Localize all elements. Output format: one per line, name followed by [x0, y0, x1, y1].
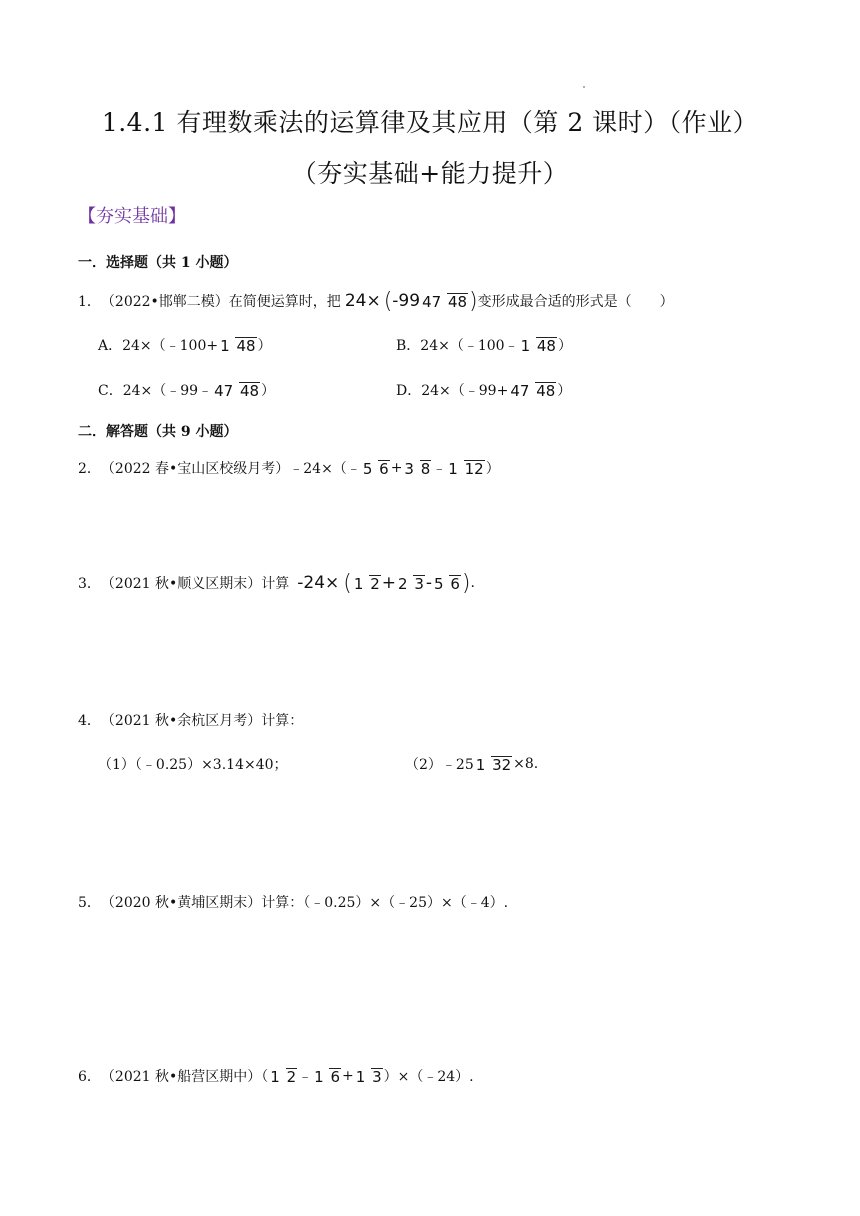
question-source: （2022 春•宝山区校级月考）﹣24×（﹣ [100, 461, 361, 477]
section-label: 【夯实基础】 [78, 206, 186, 227]
fraction [475, 756, 512, 773]
fraction-numerator: 2 [398, 574, 408, 593]
question-source: （2021 秋•余杭区月考）计算： [100, 713, 304, 729]
sub-question-text: ×8. [513, 756, 539, 772]
close-paren: ) [461, 570, 471, 596]
fraction-numerator: 47 [422, 292, 442, 311]
fraction-denominator: 48 [236, 336, 256, 355]
operator: - [425, 573, 433, 593]
fraction-denominator: 8 [420, 459, 431, 478]
question-source: （2020 秋•黄埔区期末）计算：（﹣0.25）×（﹣25）×（﹣4）. [100, 895, 509, 911]
fraction-numerator: 47 [510, 381, 530, 400]
fraction [421, 293, 468, 310]
expr-part: -24× [297, 573, 340, 593]
question-source: （2021 秋•船营区期中）（ [100, 1069, 269, 1085]
fraction-denominator: 6 [330, 1067, 341, 1086]
question-4-part-2 [405, 744, 538, 784]
option-text: ） [557, 383, 572, 399]
operator: + [342, 1068, 354, 1084]
fraction [433, 575, 461, 592]
fraction [269, 1068, 297, 1085]
option-text: D．24×（﹣99+ [396, 383, 509, 399]
question-6 [78, 1056, 474, 1096]
fraction [397, 575, 425, 592]
operator: ﹣ [432, 461, 447, 477]
option-text: ） [557, 338, 572, 354]
fraction [509, 382, 556, 399]
fraction [520, 337, 557, 354]
fraction [213, 382, 260, 399]
fraction [403, 460, 431, 477]
option-a [98, 326, 272, 364]
question-number: 1． [78, 294, 101, 310]
open-paren: ( [383, 288, 393, 314]
question-source: （2022•邯郸二模）在简便运算时，把 [100, 294, 341, 310]
option-c [98, 371, 275, 409]
fraction-numerator: 47 [214, 381, 234, 400]
fraction-denominator: 6 [450, 574, 460, 593]
operator: ）×（﹣24）. [383, 1069, 474, 1085]
fraction [353, 575, 381, 592]
option-b [396, 326, 572, 364]
fraction [219, 337, 256, 354]
question-1 [78, 281, 674, 321]
operator: ﹣ [298, 1069, 313, 1085]
operator: . [470, 575, 475, 591]
fraction-numerator: 1 [520, 336, 531, 355]
question-number: 4． [78, 713, 101, 729]
fraction-denominator: 48 [239, 381, 260, 400]
question-number: 2． [78, 461, 101, 477]
fraction-denominator: 48 [536, 336, 556, 355]
sub-question-text: （1）（﹣0.25）×3.14×40； [98, 757, 288, 773]
fraction-numerator: 1 [270, 1067, 280, 1086]
question-5 [78, 887, 508, 917]
fraction-denominator: 12 [464, 459, 484, 478]
page-title: 1.4.1 有理数乘法的运算律及其应用（第 2 课时）（作业） [101, 108, 759, 137]
question-2 [78, 448, 500, 488]
operator: + [390, 460, 403, 476]
fraction-denominator: 2 [286, 1067, 297, 1086]
expr-part: 24× [344, 291, 381, 311]
question-tail: 变形成最合适的形式是（ ） [477, 294, 674, 310]
fraction-numerator: 1 [448, 459, 458, 478]
question-4 [78, 705, 303, 735]
fraction-numerator: 5 [434, 574, 444, 593]
option-text: B．24×（﹣100﹣ [396, 338, 519, 354]
operator: + [381, 573, 396, 593]
option-text: A．24×（﹣100+ [98, 338, 219, 354]
question-4-part-1 [98, 744, 288, 784]
fraction-denominator: 48 [447, 292, 468, 311]
fraction-numerator: 1 [355, 1067, 366, 1086]
option-d [396, 371, 571, 409]
fraction-denominator: 48 [536, 381, 556, 400]
fraction-numerator: 1 [475, 755, 486, 774]
fraction-denominator: 32 [492, 755, 512, 774]
fraction [447, 460, 484, 477]
option-text: ） [261, 383, 276, 399]
fraction-numerator: 1 [314, 1067, 324, 1086]
question-3 [78, 563, 475, 603]
question-number: 6． [78, 1069, 101, 1085]
sub-question-text: （2）﹣25 [405, 757, 474, 773]
question-number: 3． [78, 576, 101, 592]
fraction-denominator: 2 [370, 574, 380, 593]
operator: ） [485, 461, 500, 477]
fraction [355, 1068, 383, 1085]
heading-answer: 二．解答题（共 9 小题） [78, 424, 238, 440]
fraction-numerator: 1 [353, 574, 364, 593]
open-paren: ( [343, 570, 352, 596]
question-source: （2021 秋•顺义区期末）计算 [100, 576, 290, 592]
fraction-numerator: 5 [362, 459, 373, 478]
expr-part: -99 [392, 291, 421, 311]
fraction [362, 460, 390, 477]
fraction-denominator: 6 [379, 459, 389, 478]
heading-choice: 一．选择题（共 1 小题） [78, 255, 238, 271]
option-text: ） [257, 338, 272, 354]
page-dot-mark [583, 86, 585, 88]
fraction-numerator: 1 [220, 336, 230, 355]
question-number: 5． [78, 895, 101, 911]
page-subtitle: （夯实基础+能力提升） [291, 159, 569, 188]
close-paren: ) [469, 288, 478, 314]
fraction [313, 1068, 341, 1085]
option-text: C．24×（﹣99﹣ [98, 383, 213, 399]
fraction-numerator: 3 [404, 459, 414, 478]
fraction-denominator: 3 [414, 574, 424, 593]
fraction-denominator: 3 [372, 1067, 382, 1086]
